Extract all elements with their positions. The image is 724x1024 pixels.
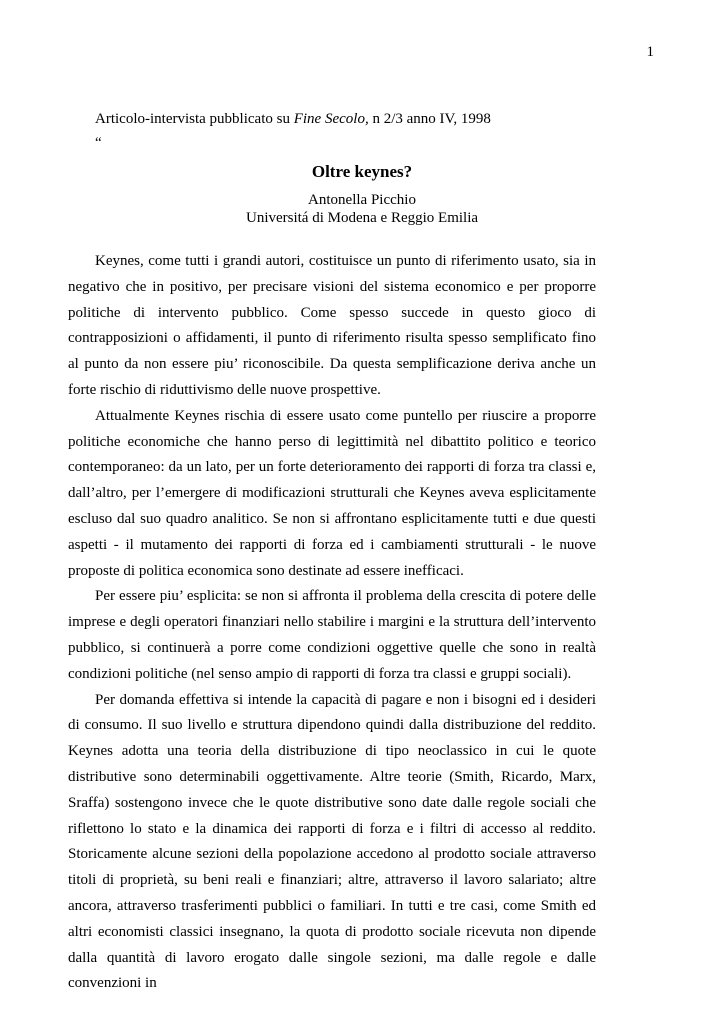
- author-name: Antonella Picchio: [308, 192, 416, 208]
- body-paragraph: Per essere piu’ esplicita: se non si affronta il problema della crescita di potere delle imprese e degli operatori finanziari nello stabilire i margini e la struttura dell’intervento pubblico, si continuerà a porre come condizioni oggettive quelle che sono in realtà condizioni politiche (nel senso ampio di rapporti di forza tra classi e gruppi sociali).: [68, 588, 596, 682]
- author-affiliation: Universitá di Modena e Reggio Emilia: [245, 210, 479, 226]
- body-paragraph: Keynes, come tutti i grandi autori, costituisce un punto di riferimento usato, sia in negativo che in positivo, per precisare visioni del sistema economico e per proporre politiche di intervento pubblico. Come spesso succede in questo gioco di contrapposizioni o affidamenti, il punto di riferimento risulta spesso semplificato fino al punto da non essere piu’ riconoscibile. Da questa semplificazione deriva anche un forte rischio di riduttivismo delle nuove prospettive.: [68, 253, 596, 398]
- opening-quote-mark: “: [95, 135, 102, 151]
- journal-name: Fine Secolo,: [293, 111, 369, 127]
- publication-note-prefix: Articolo-intervista pubblicato su: [95, 111, 294, 127]
- body-paragraph: Attualmente Keynes rischia di essere usato come puntello per riuscire a proporre politiche economiche che hanno perso di legittimità nel dibattito politico e teorico contemporaneo: da un lato, per un forte deterioramento dei rapporti di forza tra classi e, dall’altro, per l’emergere di modificazioni strutturali che Keynes aveva esplicitamente escluso dal suo quadro analitico. Se non si affrontano esplicitamente tutti e due questi aspetti - il mutamento dei rapporti di forza ed i cambiamenti strutturali - le nuove proposte di politica economica sono destinate ad essere inefficaci.: [68, 407, 596, 579]
- article-title: Oltre keynes?: [311, 162, 413, 181]
- article-body: [68, 249, 596, 997]
- publication-note-suffix: n 2/3 anno IV, 1998: [368, 111, 491, 127]
- publication-note: [95, 111, 491, 128]
- page-number: 1: [646, 44, 654, 60]
- body-paragraph: Per domanda effettiva si intende la capacità di pagare e non i bisogni ed i desideri di consumo. Il suo livello e struttura dipendono quindi dalla distribuzione del reddito. Keynes adotta una teoria della distribuzione di tipo neoclassico in cui le quote distributive sono determinabili oggettivamente. Altre teorie (Smith, Ricardo, Marx, Sraffa) sostengono invece che le quote distributive sono date dalle regole sociali che riflettono lo stato e la dinamica dei rapporti di forza e i filtri di accesso al reddito. Storicamente alcune sezioni della popolazione accedono al prodotto sociale attraverso titoli di proprietà, su beni reali e finanziari; altre, attraverso il lavoro salariato; altre ancora, attraverso trasferimenti pubblici o familiari. In tutti e tre casi, come Smith ed altri economisti classici insegnano, la quota di prodotto sociale ricevuta non dipende dalla quantità di lavoro erogato dalle singole sezioni, ma dalle regole e dalle convenzioni in: [68, 691, 596, 992]
